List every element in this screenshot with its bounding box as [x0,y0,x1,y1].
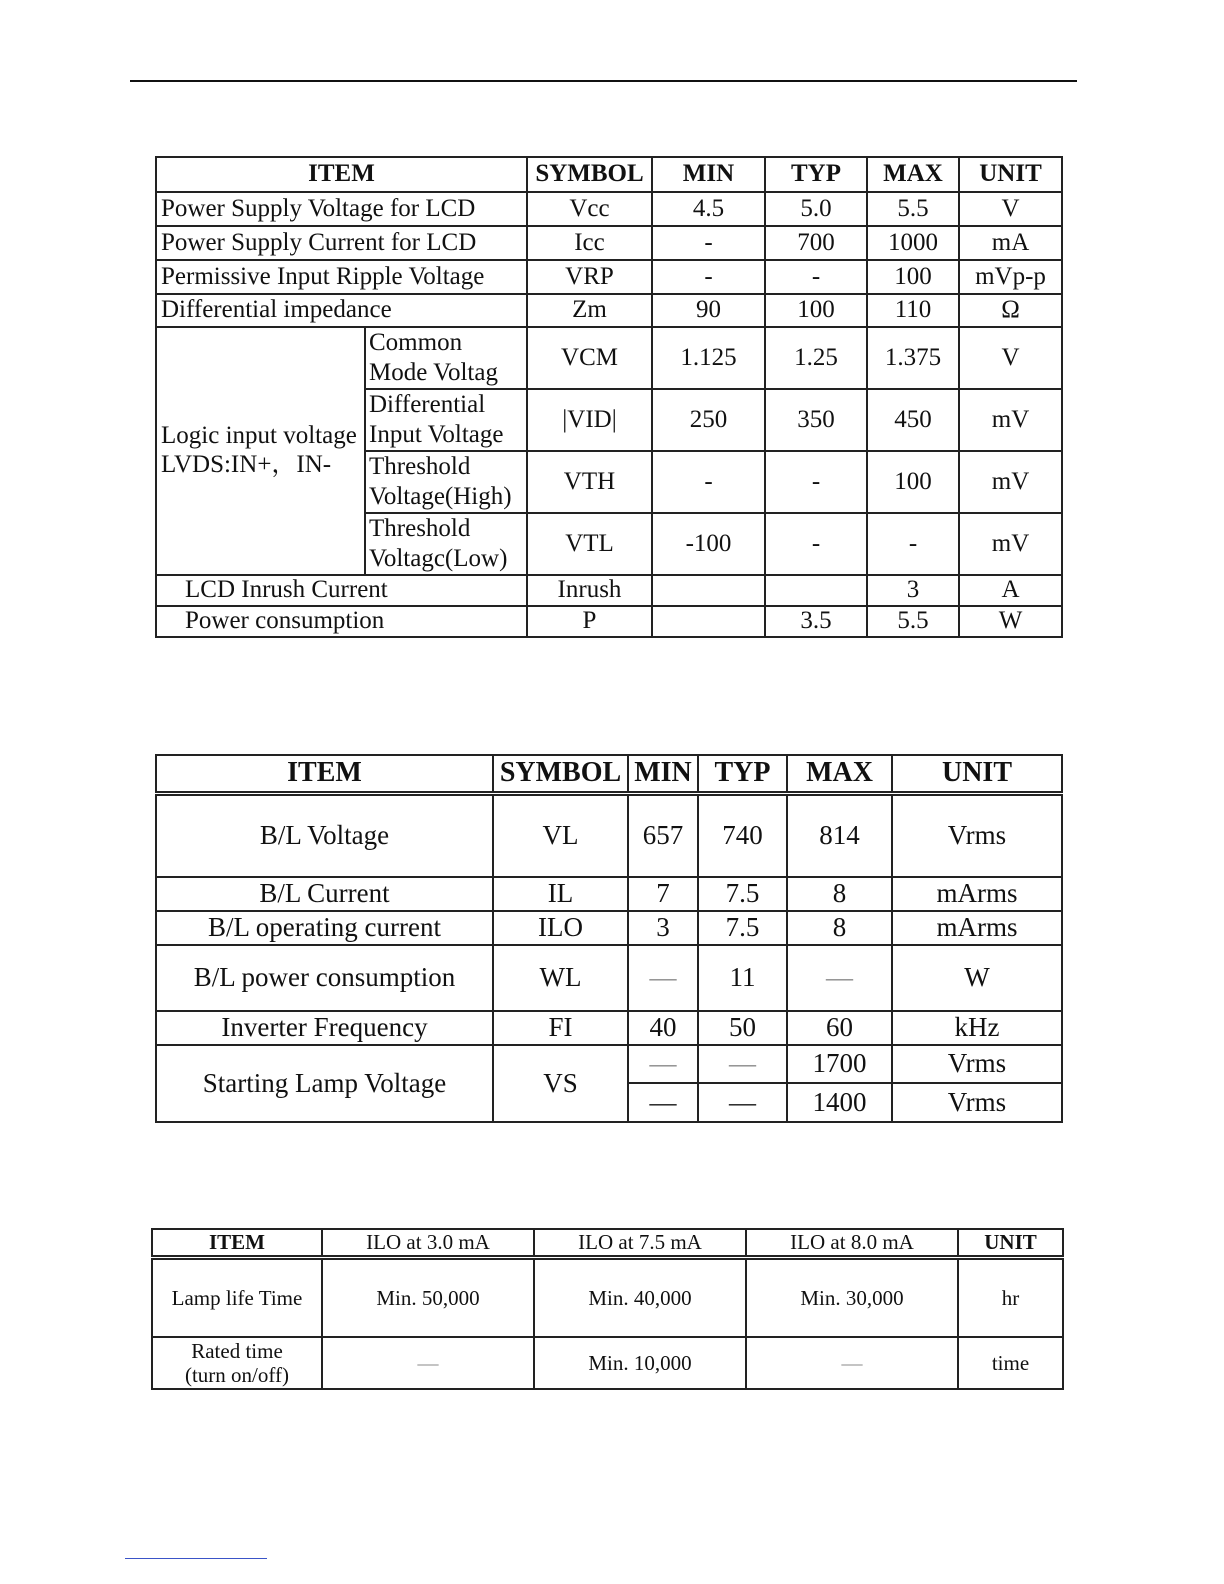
table-row [156,327,1062,389]
row-symbol: VTH [527,451,652,513]
table-row [156,1011,1062,1045]
row-unit: mA [959,226,1062,260]
logic-input-label-line1: Logic input voltage [161,422,357,450]
table-header-row [152,1229,1063,1257]
row-max: 3 [867,575,959,606]
row-min: 250 [652,389,765,451]
row-max: 8 [787,877,892,911]
row-symbol: VCM [527,327,652,389]
row-max: 1.375 [867,327,959,389]
header-item: ITEM [156,157,527,192]
row-unit: Vrms [892,1045,1062,1083]
row-unit: Ω [959,294,1062,327]
row-typ: - [765,451,867,513]
row-unit: Vrms [892,793,1062,877]
row-unit: V [959,327,1062,389]
row-typ: — [698,1045,787,1083]
row-typ: 1.25 [765,327,867,389]
row-symbol: |VID| [527,389,652,451]
row-ilo-8: Min. 30,000 [746,1257,958,1337]
row-item: B/L Current [156,877,493,911]
sub-item [365,513,527,575]
row-symbol: VS [493,1045,628,1122]
row-symbol: P [527,606,652,637]
row-unit: mV [959,451,1062,513]
table-row [156,945,1062,1011]
row-typ: 350 [765,389,867,451]
row-item-line2: (turn on/off) [184,1363,289,1387]
row-typ: 7.5 [698,877,787,911]
row-ilo-3: Min. 50,000 [322,1257,534,1337]
header-min: MIN [652,157,765,192]
row-typ: 7.5 [698,911,787,945]
table-row [156,793,1062,877]
row-typ: - [765,513,867,575]
row-symbol: VTL [527,513,652,575]
row-item: Starting Lamp Voltage [156,1045,493,1122]
row-min: - [652,226,765,260]
row-item: Differential impedance [156,294,527,327]
row-unit: mV [959,389,1062,451]
header-typ: TYP [698,755,787,793]
row-min: 40 [628,1011,698,1045]
sub-item [365,389,527,451]
row-unit: W [892,945,1062,1011]
row-max: 814 [787,793,892,877]
row-max: 5.5 [867,192,959,226]
sub-item-line2: Voltagc(Low) [369,545,508,572]
row-max: 100 [867,451,959,513]
row-symbol: VL [493,793,628,877]
table-row [152,1257,1063,1337]
row-typ: 740 [698,793,787,877]
row-unit: A [959,575,1062,606]
header-unit: UNIT [959,157,1062,192]
row-max: 8 [787,911,892,945]
sub-item-line2: Voltage(High) [369,483,512,510]
row-max: 60 [787,1011,892,1045]
lamp-life-table [151,1228,1064,1390]
row-typ: 3.5 [765,606,867,637]
table-row [156,192,1062,226]
row-max: 110 [867,294,959,327]
row-typ: — [698,1083,787,1122]
sub-item [365,451,527,513]
row-typ: 100 [765,294,867,327]
sub-item-line1: Threshold [369,453,471,480]
row-unit: Vrms [892,1083,1062,1122]
row-item: B/L power consumption [156,945,493,1011]
row-item [152,1337,322,1389]
row-max: 1700 [787,1045,892,1083]
row-min: — [628,1045,698,1083]
header-item: ITEM [156,755,493,793]
row-item: Permissive Input Ripple Voltage [156,260,527,294]
row-max: 450 [867,389,959,451]
row-unit: kHz [892,1011,1062,1045]
header-max: MAX [787,755,892,793]
sub-item-line2: Input Voltage [369,421,504,448]
header-symbol: SYMBOL [493,755,628,793]
row-symbol: Zm [527,294,652,327]
row-typ: - [765,260,867,294]
row-ilo-7-5: Min. 10,000 [534,1337,746,1389]
header-typ: TYP [765,157,867,192]
row-max: — [787,945,892,1011]
sub-item-line1: Differential [369,391,486,418]
row-min: 7 [628,877,698,911]
row-unit: V [959,192,1062,226]
row-item: B/L Voltage [156,793,493,877]
row-min: 3 [628,911,698,945]
row-min: 1.125 [652,327,765,389]
row-item-line1: Rated time [191,1338,283,1363]
row-max: 100 [867,260,959,294]
row-unit: W [959,606,1062,637]
header-ilo-3: ILO at 3.0 mA [322,1229,534,1257]
row-min: - [652,260,765,294]
row-item: B/L operating current [156,911,493,945]
row-min: — [628,945,698,1011]
row-symbol: FI [493,1011,628,1045]
header-rule [130,80,1077,82]
footer-link-rule [125,1558,267,1559]
backlight-characteristics-table [155,754,1063,1123]
table-row [156,260,1062,294]
table-header-row [156,755,1062,793]
header-symbol: SYMBOL [527,157,652,192]
row-max: - [867,513,959,575]
row-typ: 11 [698,945,787,1011]
header-ilo-7-5: ILO at 7.5 mA [534,1229,746,1257]
row-unit: hr [958,1257,1063,1337]
table-row [156,1045,1062,1083]
table-row [152,1337,1063,1389]
logic-input-label-line2: LVDS:IN+，IN- [161,451,332,478]
row-unit: mArms [892,911,1062,945]
logic-input-label [156,327,365,575]
row-min: 90 [652,294,765,327]
row-min [652,606,765,637]
row-item: Inverter Frequency [156,1011,493,1045]
row-item: Power Supply Current for LCD [156,226,527,260]
row-unit: mVp-p [959,260,1062,294]
row-typ: 50 [698,1011,787,1045]
row-max: 5.5 [867,606,959,637]
row-unit: mV [959,513,1062,575]
sub-item [365,327,527,389]
sub-item-line1: Threshold [369,515,471,542]
row-symbol: Inrush [527,575,652,606]
row-max: 1000 [867,226,959,260]
table-row [156,606,1062,637]
table-row [156,226,1062,260]
sub-item-line2: Mode Voltag [369,359,498,386]
header-unit: UNIT [958,1229,1063,1257]
header-min: MIN [628,755,698,793]
header-ilo-8: ILO at 8.0 mA [746,1229,958,1257]
row-item: LCD Inrush Current [156,575,527,606]
row-min: — [628,1083,698,1122]
row-max: 1400 [787,1083,892,1122]
row-unit: mArms [892,877,1062,911]
header-item: ITEM [152,1229,322,1257]
header-max: MAX [867,157,959,192]
row-item: Power Supply Voltage for LCD [156,192,527,226]
row-typ [765,575,867,606]
row-ilo-3: — [322,1337,534,1389]
row-symbol: Vcc [527,192,652,226]
table-header-row [156,157,1062,192]
header-unit: UNIT [892,755,1062,793]
table-row [156,911,1062,945]
sub-item-line1: Common [369,329,463,356]
row-symbol: Icc [527,226,652,260]
row-item: Lamp life Time [152,1257,322,1337]
row-min: - [652,451,765,513]
row-symbol: IL [493,877,628,911]
row-min: 4.5 [652,192,765,226]
table-row [156,575,1062,606]
electrical-characteristics-table [155,156,1063,638]
row-min: -100 [652,513,765,575]
row-typ: 5.0 [765,192,867,226]
table-row [156,294,1062,327]
row-ilo-7-5: Min. 40,000 [534,1257,746,1337]
row-symbol: WL [493,945,628,1011]
row-symbol: ILO [493,911,628,945]
row-symbol: VRP [527,260,652,294]
row-unit: time [958,1337,1063,1389]
table-row [156,877,1062,911]
row-item: Power consumption [156,606,527,637]
row-min: 657 [628,793,698,877]
row-typ: 700 [765,226,867,260]
row-min [652,575,765,606]
row-ilo-8: — [746,1337,958,1389]
